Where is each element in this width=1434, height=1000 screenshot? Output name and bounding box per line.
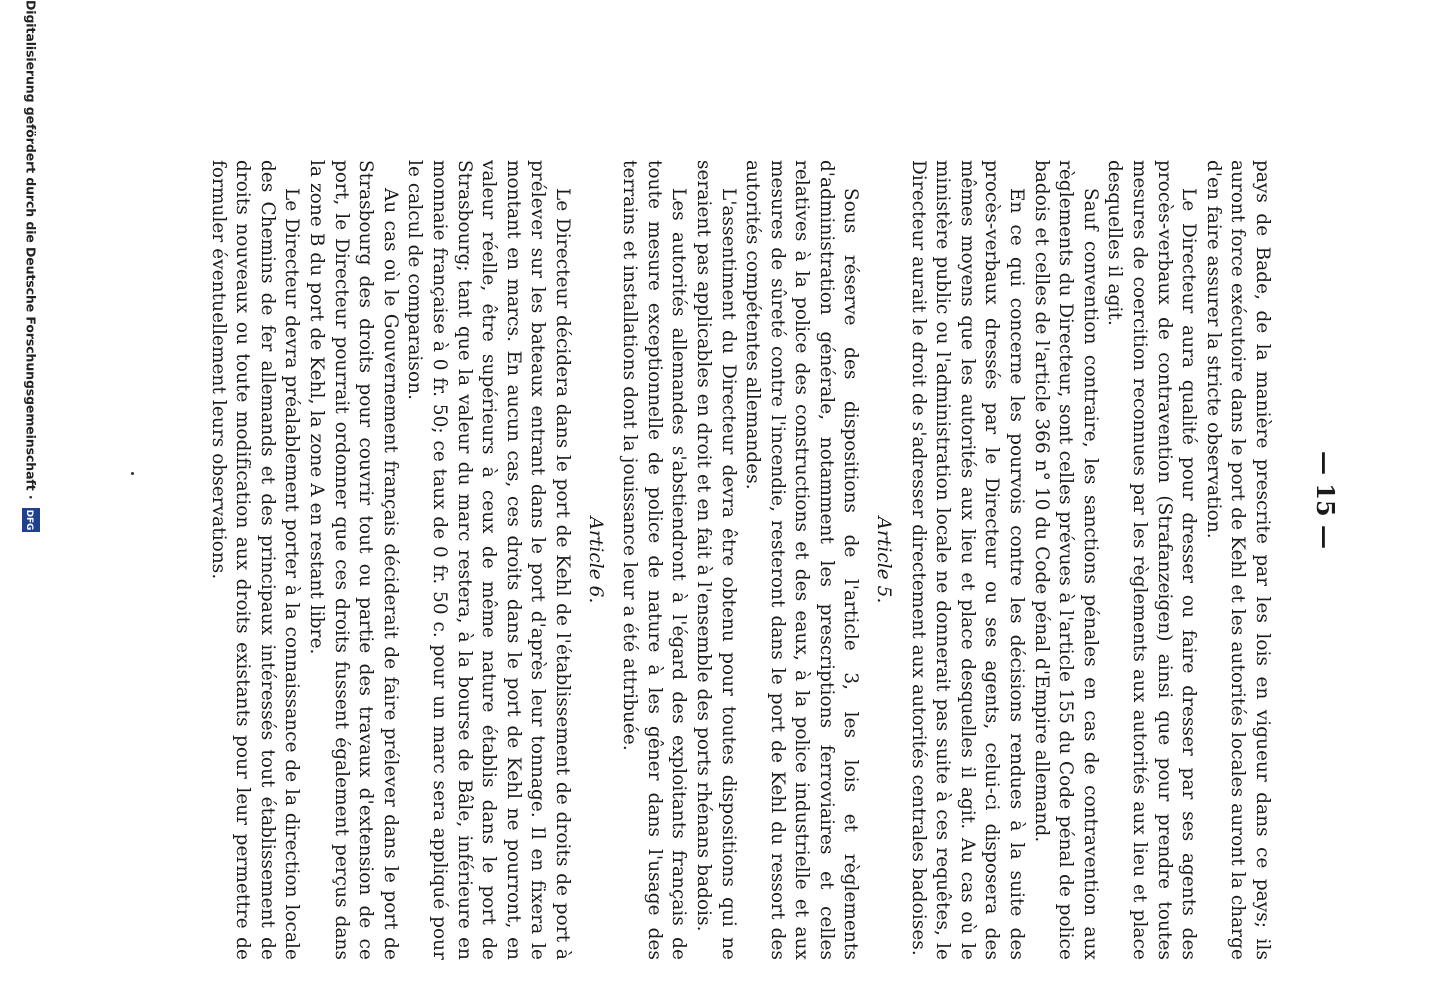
article-6-title: Article 6. [584,516,606,604]
paragraph: Au cas où le Gouvernement français déciderait de faire prélever dans le port de Strasbourg des droits pour couvrir tout ou partie des travaux d'extension de ce port, le Directeur pourrait ordonner que ces droits fussent également perçus dans la zone B du port de Kehl, la zone A en restant libre. [306,160,401,960]
body-text [205,160,1274,960]
paragraph: En ce qui concerne les pourvois contre les décisions rendues à la suite des procès-verbaux dressés par le Directeur ou ses agents, celui-ci disposera des mêmes moyens que les autorités aux lieu et place desquelles il agit. Au cas où le ministère public ou l'administration locale ne donnerait pas suite à ces requêtes, le Directeur aurait le droit de s'adresser directement aux autorités centrales badoises. [907,160,1028,960]
paragraph: Le Directeur aura qualité pour dresser ou faire dresser par ses agents des procès-verbaux de contravention (Strafanzeigen) ainsi que pour prendre toutes mesures de coercition reconnues par les règlements aux autorités aux lieu et place desquelles il agit. [1104,160,1200,960]
footer-text: Digitalisierung gefördert durch die Deutsche Forschungsgemeinschaft · [23,0,39,500]
article-5-title: Article 5. [873,516,895,604]
page-number: — 15 — [1311,450,1340,550]
paragraph: pays de Bade, de la manière prescrite par les lois en vigueur dans ce pays; ils auront force exécutoire dans le port de Kehl et les autorités locales auront la charge d'en faire assurer la stricte observation. [1202,160,1273,960]
paragraph: Le Directeur décidera dans le port de Kehl de l'établissement de droits de port à prélever sur les bateaux entrant dans le port d'après leur tonnage. Il en fixera le montant en marcs. En aucun cas, ces droits dans le port de Kehl ne pourront, en valeur réelle, être supérieurs à ceux de même nature établis dans le port de Strasbourg; tant que la valeur du marc restera, à la bourse de Bâle, inférieure en monnaie française à 0 fr. 50; ce taux de 0 fr. 50 c. pour un marc sera appliqué pour le calcul de comparaison. [404,160,573,960]
paragraph: L'assentiment du Directeur devra être obtenu pour toutes dispositions qui ne seraient pas applicables en droit et en fait à l'ensemble des ports rhénans badois. [692,160,739,960]
paragraph: Sauf convention contraire, les sanctions pénales en cas de contravention aux règlements du Directeur, sont celles prévues à l'article 155 du Code pénal de police badois et celles de l'article 366 n° 10 du Code pénal d'Empire allemand. [1030,160,1101,960]
digitization-footer [22,0,40,1000]
paragraph: Sous réserve des dispositions de l'article 3, les lois et règlements d'administration générale, notamment les prescriptions ferroviaires et celles relatives à la police des constructions et des eaux, à la police industrielle et aux mesures de sûreté contre l'incendie, resteront dans le port de Kehl du ressort des autorités compétentes allemandes. [742,160,862,960]
paragraph: Les autorités allemandes s'abstiendront à l'égard des exploitants français de toute mesure exceptionnelle de police de nature à les gêner dans l'usage des terrains et installations dont la jouissance leur a été attribuée. [619,160,690,960]
scan-speck [131,472,134,475]
paragraph: Le Directeur devra préalablement porter à la connaissance de la direction locale des Chemins de fer allemands et des principaux intéressés tout établissement de droits nouveaux ou toute modification aux droits existants pour leur permettre de formuler éventuellement leurs observations. [207,160,303,960]
dfg-logo-text: DFG [24,509,34,531]
dfg-logo-icon [22,508,40,532]
